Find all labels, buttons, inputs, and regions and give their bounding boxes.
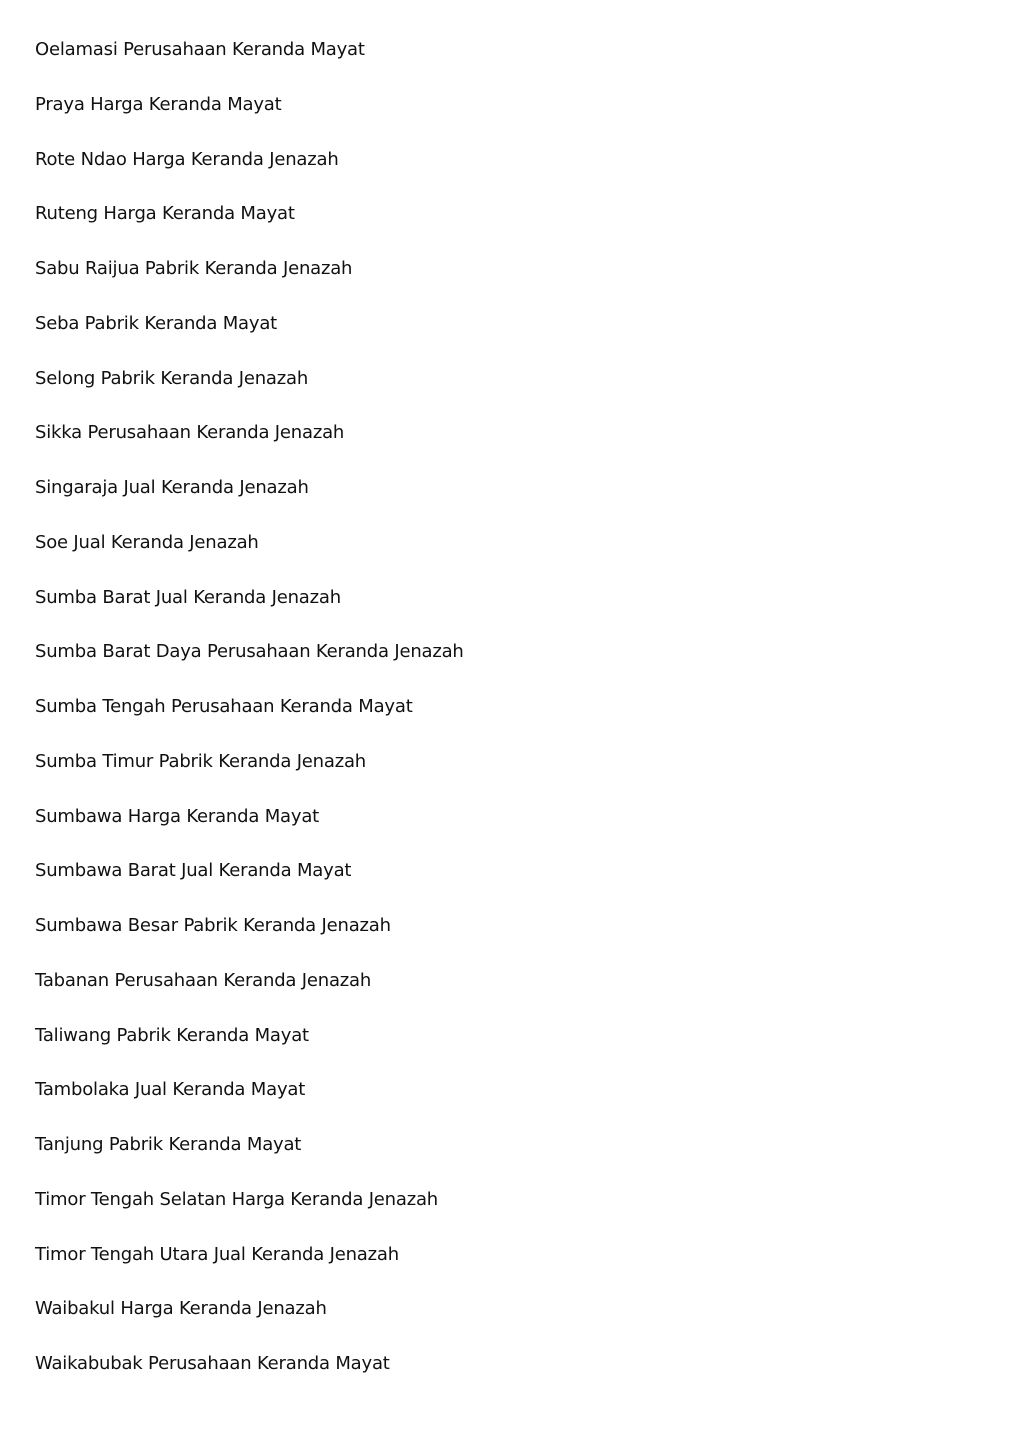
list-item: Timor Tengah Selatan Harga Keranda Jenazah: [35, 1188, 438, 1210]
list-item: Singaraja Jual Keranda Jenazah: [35, 477, 309, 498]
list-item: Sumba Timur Pabrik Keranda Jenazah: [35, 750, 367, 772]
list-item: Sumba Barat Daya Perusahaan Keranda Jenazah: [35, 641, 464, 663]
list-item: Seba Pabrik Keranda Mayat: [35, 312, 278, 334]
list-item: Taliwang Pabrik Keranda Mayat: [35, 1024, 309, 1046]
list-item: Praya Harga Keranda Mayat: [35, 93, 282, 115]
list-item: Tabanan Perusahaan Keranda Jenazah: [35, 969, 372, 991]
text-list: [35, 36, 464, 1405]
list-item: Selong Pabrik Keranda Jenazah: [35, 367, 309, 389]
list-item: Sumbawa Besar Pabrik Keranda Jenazah: [35, 915, 391, 936]
list-item: Rote Ndao Harga Keranda Jenazah: [35, 148, 339, 170]
list-item: Tanjung Pabrik Keranda Mayat: [35, 1134, 302, 1155]
list-item: Sumbawa Harga Keranda Mayat: [35, 805, 320, 827]
list-item: Ruteng Harga Keranda Mayat: [35, 203, 295, 225]
list-item: Oelamasi Perusahaan Keranda Mayat: [35, 39, 365, 60]
list-item: Sumbawa Barat Jual Keranda Mayat: [35, 860, 352, 882]
list-item: Tambolaka Jual Keranda Mayat: [35, 1079, 306, 1101]
list-item: Sikka Perusahaan Keranda Jenazah: [35, 422, 345, 444]
list-item: Sumba Barat Jual Keranda Jenazah: [35, 586, 341, 608]
list-item: Sabu Raijua Pabrik Keranda Jenazah: [35, 258, 353, 279]
list-item: Sumba Tengah Perusahaan Keranda Mayat: [35, 696, 413, 717]
list-item: Soe Jual Keranda Jenazah: [35, 531, 259, 553]
list-item: Timor Tengah Utara Jual Keranda Jenazah: [35, 1243, 399, 1265]
list-item: Waibakul Harga Keranda Jenazah: [35, 1298, 327, 1320]
list-item: Waikabubak Perusahaan Keranda Mayat: [35, 1353, 390, 1374]
